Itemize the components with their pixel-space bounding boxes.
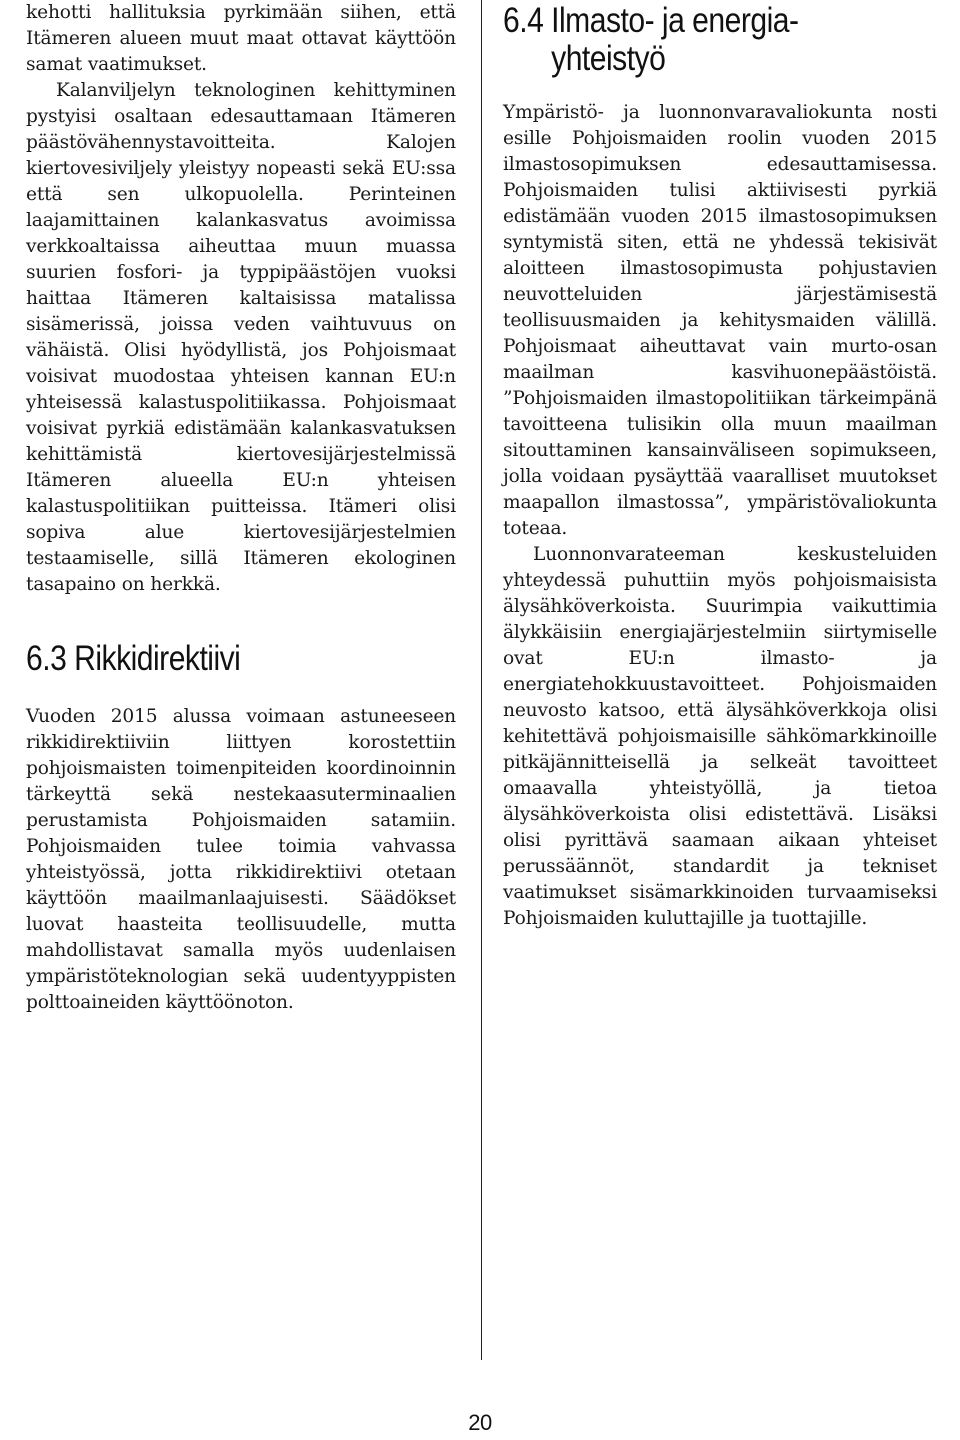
paragraph: Ympäristö- ja luonnonvaravaliokunta nosti esille Pohjoismaiden roolin vuoden 2015 ilmastosopimuksen edesauttamisessa. Pohjoismaiden tulisi aktiivisesti pyrkiä edistämään vuoden 2015 ilmastosopimuksen syntymistä siten, että ne yhdessä tekisivät aloitteen ilmastosopimusta pohjustavien neuvotteluiden järjestämisestä teollisuusmaiden ja kehitysmaiden välillä. Pohjoismaat aiheuttavat vain murto-osan maailman kasvihuonepäästöistä. ”Pohjoismaiden ilmastopolitiikan tärkeimpänä tavoitteena tulisikin olla muun maailman sitouttaminen kansainväliseen sopimukseen, jolla voidaan pysäyttää vaaralliset muutokset maapallon ilmastossa”, ympäristövaliokunta toteaa. (503, 102, 937, 539)
paragraph: Kalanviljelyn teknologinen kehittyminen pystyisi osaltaan edesauttamaan Itämeren päästövähennystavoitteita. Kalojen kiertovesiviljely yleistyy nopeasti sekä EU:ssa että sen ulkopuolella. Perinteinen laajamittainen kalankasvatus avoimissa verkkoaltaissa aiheuttaa muun muassa suurien fosfori- ja typpipäästöjen vuoksi haittaa Itämeren kaltaisissa matalissa sisämerissä, joissa veden vaihtuvuus on vähäistä. Olisi hyödyllistä, jos Pohjoismaat voisivat muodostaa yhteisen kannan EU:n yhteisessä kalastuspolitiikassa. Pohjoismaat voisivat pyrkiä edistämään kalankasvatuksen kehittämistä kiertovesijärjestelmissä Itämeren alueella EU:n yhteisen kalastuspolitiikan puitteissa. Itämeri olisi sopiva alue kiertovesijärjestelmien testaamiselle, sillä Itämeren ekologinen tasapaino on herkkä. (26, 80, 456, 595)
section-number: 6.4 (503, 1, 544, 40)
page-number: 20 (468, 1410, 492, 1435)
section-title-line-2: yhteistyö (551, 39, 666, 78)
paragraph: kehotti hallituksia pyrkimään siihen, että Itämeren alueen muut maat ottavat käyttöön samat vaatimukset. (26, 2, 456, 75)
left-column (26, 0, 456, 1016)
section-number: 6.3 (26, 639, 67, 678)
section-heading-6-4 (503, 2, 876, 78)
section-title-line-1: Ilmasto- ja energia- (551, 1, 799, 40)
right-column (503, 0, 937, 932)
paragraph: Vuoden 2015 alussa voimaan astuneeseen rikkidirektiiviin liittyen korostettiin pohjoismaisten toimenpiteiden koordinoinnin tärkeyttä sekä nestekaasuterminaalien perustamista Pohjoismaiden satamiin. Pohjoismaiden tulee toimia vahvassa yhteistyössä, jotta rikkidirektiivi otetaan käyttöön maailmanlaajuisesti. Säädökset luovat haasteita teollisuudelle, mutta mahdollistavat samalla myös uudenlaisen ympäristöteknologian sekä uudentyyppisten polttoaineiden käyttöönoton. (26, 706, 456, 1013)
column-divider (481, 0, 482, 1360)
section-title: Rikkidirektiivi (74, 639, 241, 678)
paragraph: Luonnonvarateeman keskusteluiden yhteydessä puhuttiin myös pohjoismaisista älysähköverkoista. Suurimpia vaikuttimia älykkäisiin energiajärjestelmiin siirtymiselle ovat EU:n ilmasto- ja energiatehokkuustavoitteet. Pohjoismaiden neuvosto katsoo, että älysähköverkkoja olisi kehitettävä pohjoismaisille sähkömarkkinoille pitkäjännitteisellä ja selkeät tavoitteet omaavalla yhteistyöllä, ja tietoa älysähköverkoista olisi edistettävä. Lisäksi olisi pyrittävä saamaan aikaan yhteiset perussäännöt, standardit ja tekniset vaatimukset sisämarkkinoiden turvaamiseksi Pohjoismaiden kuluttajille ja tuottajille. (503, 544, 937, 929)
section-heading-6-3 (26, 640, 396, 678)
